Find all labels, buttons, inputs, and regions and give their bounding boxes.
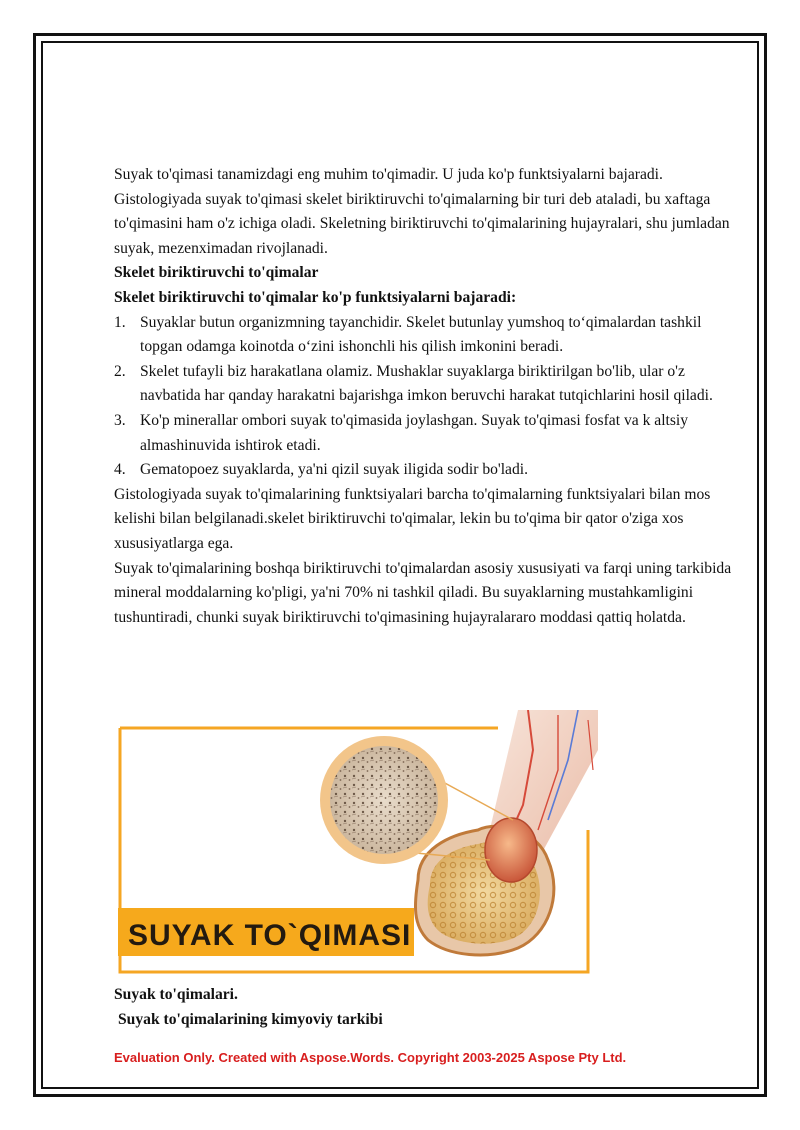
- bone-tissue-illustration: [118, 710, 602, 976]
- list-item: [114, 311, 744, 360]
- list-number: 2.: [114, 362, 126, 380]
- list-number: 3.: [114, 411, 126, 429]
- document-body: [114, 163, 744, 630]
- list-number: 4.: [114, 461, 126, 479]
- section-heading: Skelet biriktiruvchi to'qimalar: [114, 264, 319, 282]
- evaluation-watermark: Evaluation Only. Created with Aspose.Words. Copyright 2003-2025 Aspose Pty Ltd.: [114, 1050, 627, 1065]
- caption-title: Suyak to'qimalari.: [114, 986, 238, 1003]
- list-heading: Skelet biriktiruvchi to'qimalar ko'p funktsiyalarni bajaradi:: [114, 288, 517, 306]
- list-text: Gematopoez suyaklarda, ya'ni qizil suyak iligida sodir bo'ladi.: [140, 461, 529, 479]
- list-text: Skelet tufayli biz harakatlana olamiz. Mushaklar suyaklarga biriktirilgan bo'lib, ular o'z navbatida har qanday harakatni bajarishga imkon beruvchi harakat tutqichlarini hosil qiladi.: [140, 362, 713, 405]
- caption-subtitle: Suyak to'qimalarining kimyoviy tarkibi: [118, 1011, 383, 1028]
- list-text: Ko'p minerallar ombori suyak to'qimasida joylashgan. Suyak to'qimasi fosfat va k altsiy almashinuvida ishtirok etadi.: [140, 411, 689, 454]
- functions-list: [114, 311, 744, 483]
- list-item: [114, 458, 744, 483]
- list-number: 1.: [114, 313, 126, 331]
- intro-paragraph: Suyak to'qimasi tanamizdagi eng muhim to'qimadir. U juda ko'p funktsiyalarni bajaradi. Gistologiyada suyak to'qimasi skelet biriktiruvchi to'qimalarning bir turi deb ataladi, bu xaftaga to'qimasini ham o'z ichiga oladi. Skeletning biriktiruvchi to'qimalarining hujayralari, shu jumladan suyak, mezenximadan rivojlanadi.: [114, 166, 730, 257]
- list-text: Suyaklar butun organizmning tayanchidir. Skelet butunlay yumshoq to‘qimalardan tashkil topgan odamga koinotda o‘zini ishonchli his qilish imkonini beradi.: [140, 313, 702, 356]
- figure-banner-text: SUYAK TO`QIMASI: [128, 919, 412, 952]
- body-paragraph: Suyak to'qimalarining boshqa biriktiruvchi to'qimalardan asosiy xususiyati va farqi uning tarkibida mineral moddalarning ko'pligi, ya'ni 70% ni tashkil qiladi. Bu suyaklarning mustahkamligini tushuntiradi, chunki suyak biriktiruvchi to'qimasining hujayralararo moddasi qattiq holatda.: [114, 559, 732, 626]
- body-paragraph: Gistologiyada suyak to'qimalarining funktsiyalari barcha to'qimalarning funktsiyalari bilan mos kelishi bilan belgilanadi.skelet biriktiruvchi to'qimalar, lekin bu to'qima bir qator o'ziga xos xususiyatlarga ega.: [114, 485, 711, 552]
- list-item: [114, 360, 744, 409]
- list-item: [114, 409, 744, 458]
